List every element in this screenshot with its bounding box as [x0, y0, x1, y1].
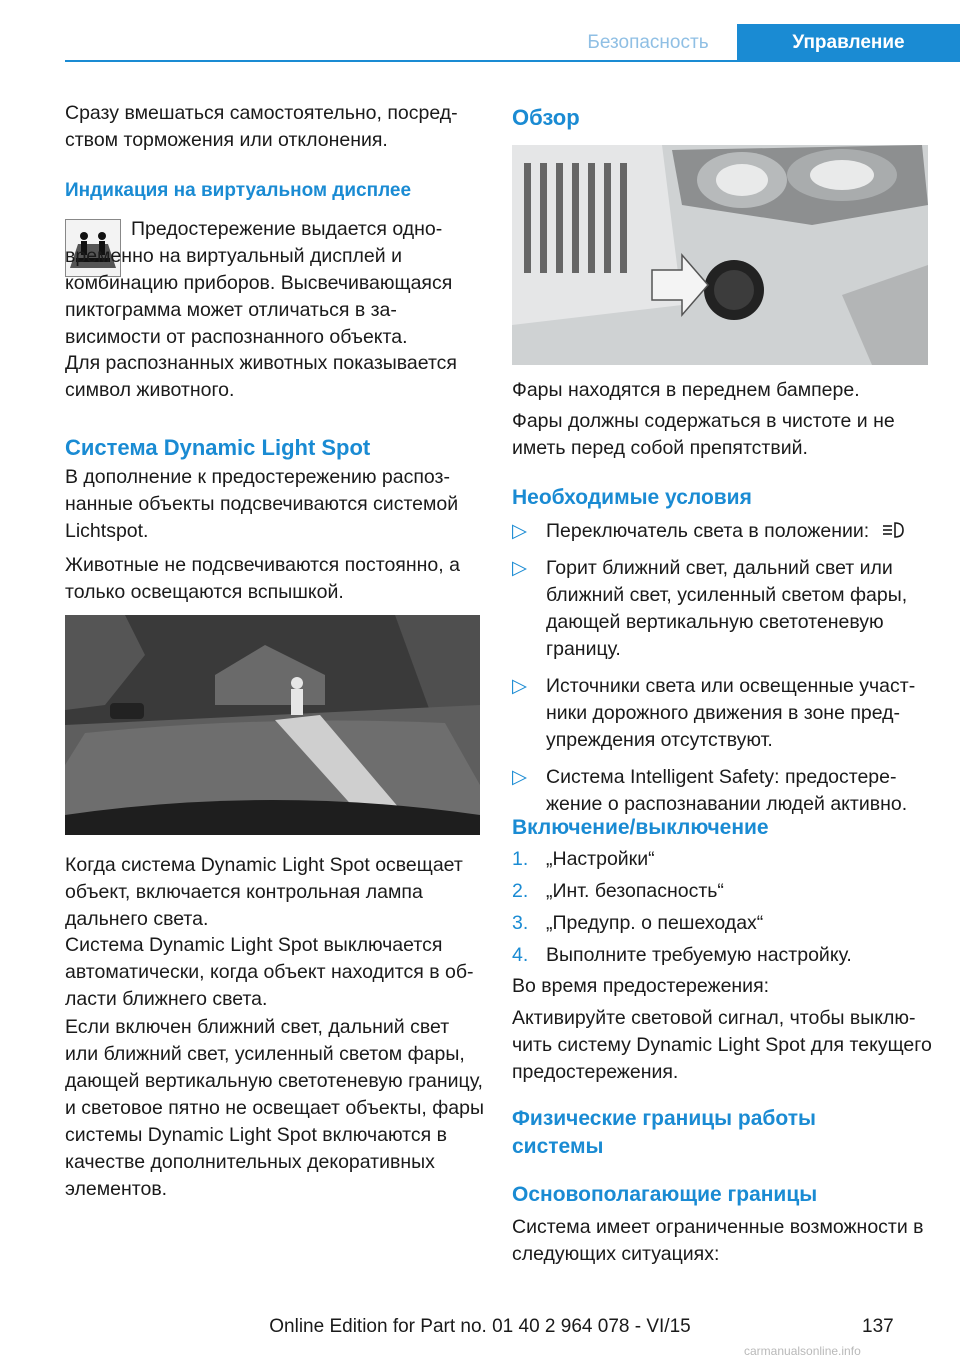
condition-text: Источники света или освещенные участники дорожного движения в зоне предупреждения отсутствуют.	[546, 675, 916, 751]
step-number: 2.	[512, 880, 529, 902]
tab-controls[interactable]: Управление	[737, 24, 960, 62]
night-road-photo	[65, 615, 480, 835]
tab-safety[interactable]: Безопасность	[587, 32, 709, 53]
dls-paragraph-2: Животные не подсвечиваются постоянно, а только освещаются вспышкой.	[65, 554, 460, 603]
condition-item	[512, 764, 932, 818]
hud-heading: Индикация на виртуальном дисплее	[65, 180, 412, 201]
step-item	[512, 942, 932, 969]
warning-paragraph-1: Во время предостережения:	[512, 975, 770, 997]
step-item	[512, 846, 932, 873]
step-item	[512, 878, 932, 905]
step-text: Выполните требуемую настройку.	[546, 944, 852, 966]
step-text: „Инт. безопасность“	[546, 880, 724, 902]
condition-item	[512, 555, 932, 663]
intro-paragraph: Сразу вмешаться самостоятельно, посредством торможения или отклонения.	[65, 102, 458, 151]
dls-paragraph-5: Если включен ближний свет, дальний свет или ближний свет, усиленный светом фары, дающей вертикальную светотеневую границу, и световое пятно не освещает объекты, фары системы Dynamic Light Spot включаются в качестве дополнительных декоративных элементов.	[65, 1016, 485, 1200]
page-number: 137	[862, 1316, 894, 1337]
triangle-bullet-icon: ▷	[512, 557, 527, 579]
conditions-list	[512, 518, 932, 828]
dls-heading: Система Dynamic Light Spot	[65, 435, 371, 460]
dls-paragraph-1: В дополнение к предостережению распознанные объекты подсвечиваются системой Lichtspot.	[65, 466, 459, 542]
step-text: „Настройки“	[546, 848, 655, 870]
steps-list	[512, 846, 932, 974]
overview-paragraph-1: Фары находятся в переднем бампере.	[512, 379, 860, 401]
step-number: 1.	[512, 848, 529, 870]
onoff-heading: Включение/выключение	[512, 816, 769, 839]
dls-paragraph-4: Система Dynamic Light Spot выключается автоматически, когда объект находится в области ближнего света.	[65, 934, 474, 1010]
condition-item	[512, 518, 932, 545]
step-number: 4.	[512, 944, 529, 966]
condition-text: Система Intelligent Safety: предостережение о распознавании людей активно.	[546, 766, 908, 815]
triangle-bullet-icon: ▷	[512, 766, 527, 788]
watermark: carmanualsonline.info	[744, 1344, 861, 1358]
condition-text: Горит ближний свет, дальний свет или ближний свет, усиленный светом фары, дающей вертикальную светотеневую границу.	[546, 557, 908, 660]
condition-item	[512, 673, 932, 754]
step-text: „Предупр. о пешеходах“	[546, 912, 764, 934]
step-item	[512, 910, 932, 937]
warning-paragraph-2: Активируйте световой сигнал, чтобы выключить систему Dynamic Light Spot для текущего предостережения.	[512, 1007, 932, 1083]
limits-heading: Физические границы работы системы	[512, 1107, 816, 1158]
overview-heading: Обзор	[512, 105, 580, 130]
dls-paragraph-3: Когда система Dynamic Light Spot освещает объект, включается контрольная лампа дальнего света.	[65, 854, 463, 930]
hud-paragraph-1: Предостережение выдается одновременно на виртуальный дисплей и комбинацию приборов. Высвечивающаяся пиктограмма может отличаться в зависимости от распознанного объекта.	[65, 218, 453, 348]
hud-paragraph-2: Для распознанных животных показывается символ животного.	[65, 352, 457, 401]
triangle-bullet-icon: ▷	[512, 675, 527, 697]
step-number: 3.	[512, 912, 529, 934]
condition-text: Переключатель света в положении:	[546, 520, 870, 542]
basic-limits-paragraph: Система имеет ограниченные возможности в следующих ситуациях:	[512, 1216, 924, 1265]
edition-footer: Online Edition for Part no. 01 40 2 964 078 - VI/15	[269, 1316, 691, 1337]
triangle-bullet-icon: ▷	[512, 520, 527, 542]
headlight-photo	[512, 145, 928, 365]
overview-paragraph-2: Фары должны содержаться в чистоте и не иметь перед собой препятствий.	[512, 410, 895, 459]
basic-limits-heading: Основополагающие границы	[512, 1183, 818, 1206]
conditions-heading: Необходимые условия	[512, 486, 752, 509]
headlight-auto-icon	[881, 520, 907, 540]
